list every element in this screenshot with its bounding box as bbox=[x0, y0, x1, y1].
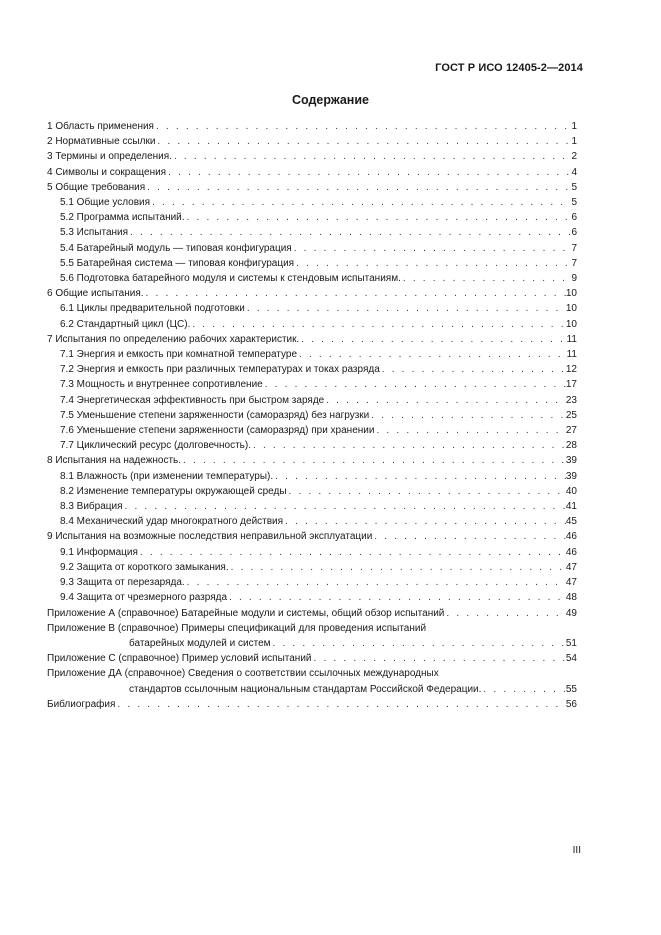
toc-entry-page: 9 bbox=[571, 273, 577, 285]
toc-entry-title: 5.3 Испытания bbox=[60, 227, 129, 239]
toc-entry-page: 47 bbox=[565, 561, 577, 573]
toc-entry-page: 25 bbox=[565, 409, 577, 421]
toc-entry-page: 48 bbox=[565, 592, 577, 604]
toc-entry[interactable] bbox=[47, 317, 577, 332]
toc-entry-page: 7 bbox=[571, 242, 577, 254]
toc-leader-dots bbox=[294, 256, 571, 271]
toc-leader-dots bbox=[229, 560, 566, 575]
toc-entry-title: 7.7 Циклический ресурс (долговечность). bbox=[60, 440, 251, 452]
toc-entry[interactable] bbox=[47, 590, 577, 605]
toc-entry-title: батарейных модулей и систем bbox=[129, 637, 271, 649]
toc-entry[interactable] bbox=[47, 560, 577, 575]
toc-leader-dots bbox=[245, 301, 566, 316]
toc-entry-page: 6 bbox=[571, 227, 577, 239]
toc-entry-title: 9.1 Информация bbox=[60, 546, 138, 558]
toc-entry[interactable] bbox=[47, 149, 577, 164]
toc-entry[interactable] bbox=[47, 484, 577, 499]
toc-entry-page: 46 bbox=[565, 546, 577, 558]
table-of-contents bbox=[47, 119, 577, 712]
toc-entry-page: 1 bbox=[571, 136, 577, 148]
toc-leader-dots bbox=[283, 514, 566, 529]
toc-entry-page: 5 bbox=[571, 181, 577, 193]
toc-entry-page: 4 bbox=[571, 166, 577, 178]
toc-entry[interactable] bbox=[47, 575, 577, 590]
toc-entry-page: 47 bbox=[565, 577, 577, 589]
toc-entry-title: 8.2 Изменение температуры окружающей среды bbox=[60, 485, 287, 497]
toc-entry[interactable] bbox=[47, 499, 577, 514]
toc-entry-title: Библиография bbox=[47, 698, 116, 710]
toc-entry-title: стандартов ссылочным национальным стандартам Российской Федерации. bbox=[129, 683, 482, 695]
toc-leader-dots bbox=[444, 606, 565, 621]
toc-leader-dots bbox=[374, 423, 565, 438]
toc-entry-title: 5.6 Подготовка батарейного модуля и системы к стендовым испытаниям. bbox=[60, 273, 401, 285]
toc-leader-dots bbox=[263, 377, 566, 392]
toc-leader-dots bbox=[166, 165, 571, 180]
toc-entry-appendix-b[interactable] bbox=[47, 621, 577, 636]
document-code: ГОСТ Р ИСО 12405-2—2014 bbox=[435, 62, 583, 74]
toc-leader-dots bbox=[227, 590, 566, 605]
toc-leader-dots bbox=[145, 180, 571, 195]
toc-leader-dots bbox=[150, 195, 571, 210]
toc-entry[interactable] bbox=[47, 241, 577, 256]
toc-entry-page: 49 bbox=[565, 607, 577, 619]
toc-leader-dots bbox=[181, 453, 566, 468]
toc-leader-dots bbox=[299, 332, 566, 347]
toc-leader-dots bbox=[273, 469, 566, 484]
toc-leader-dots bbox=[185, 210, 572, 225]
toc-entry-page: 28 bbox=[565, 440, 577, 452]
toc-leader-dots bbox=[123, 499, 566, 514]
toc-entry-appendix-c[interactable] bbox=[47, 651, 577, 666]
toc-entry-title: 5.1 Общие условия bbox=[60, 197, 151, 209]
toc-entry[interactable] bbox=[47, 606, 577, 621]
toc-entry[interactable] bbox=[47, 438, 577, 453]
toc-leader-dots bbox=[324, 393, 566, 408]
toc-entry-page: 46 bbox=[565, 531, 577, 543]
toc-title: Содержание bbox=[291, 93, 369, 107]
toc-entry[interactable] bbox=[47, 529, 577, 544]
toc-entry-title: Приложение В (справочное) Примеры спецификаций для проведения испытаний bbox=[47, 622, 427, 634]
toc-leader-dots bbox=[481, 682, 565, 697]
toc-entry-title: 4 Символы и сокращения bbox=[47, 166, 167, 178]
toc-leader-dots bbox=[271, 636, 566, 651]
toc-entry-title: 5 Общие требования bbox=[47, 181, 146, 193]
toc-entry-title: 7.5 Уменьшение степени заряженности (саморазряд) без нагрузки bbox=[60, 409, 370, 421]
toc-entry-appendix-b-cont[interactable] bbox=[47, 636, 577, 651]
toc-entry[interactable] bbox=[47, 408, 577, 423]
toc-entry-title: 2 Нормативные ссылки bbox=[47, 136, 156, 148]
toc-entry[interactable] bbox=[47, 256, 577, 271]
toc-entry-page: 40 bbox=[565, 485, 577, 497]
toc-entry-title: 6.1 Циклы предварительной подготовки bbox=[60, 303, 245, 315]
toc-entry[interactable] bbox=[47, 210, 577, 225]
toc-leader-dots bbox=[380, 362, 566, 377]
toc-entry-page: 54 bbox=[565, 653, 577, 665]
toc-entry[interactable] bbox=[47, 119, 577, 134]
toc-entry-title: 7.1 Энергия и емкость при комнатной температуре bbox=[60, 349, 298, 361]
toc-leader-dots bbox=[154, 119, 571, 134]
toc-leader-dots bbox=[138, 545, 566, 560]
toc-entry-title: 7 Испытания по определению рабочих характеристик. bbox=[47, 333, 300, 345]
toc-entry-title: 3 Термины и определения. bbox=[47, 151, 172, 163]
toc-entry-title: 9 Испытания на возможные последствия неправильной эксплуатации bbox=[47, 531, 373, 543]
toc-entry-title: 6.2 Стандартный цикл (ЦС). bbox=[60, 318, 191, 330]
toc-entry-page: 10 bbox=[565, 303, 577, 315]
toc-entry-title: 9.4 Защита от чрезмерного разряда bbox=[60, 592, 228, 604]
toc-entry-title: Приложение А (справочное) Батарейные модули и системы, общий обзор испытаний bbox=[47, 607, 445, 619]
toc-leader-dots bbox=[312, 651, 566, 666]
toc-entry-title: Приложение ДА (справочное) Сведения о соответствии ссылочных международных bbox=[47, 668, 439, 680]
toc-entry[interactable] bbox=[47, 332, 577, 347]
toc-entry-page: 10 bbox=[565, 288, 577, 300]
toc-leader-dots bbox=[190, 317, 566, 332]
toc-entry-page: 45 bbox=[565, 516, 577, 528]
toc-entry-page: 39 bbox=[565, 455, 577, 467]
toc-entry[interactable] bbox=[47, 165, 577, 180]
toc-entry-page: 12 bbox=[565, 364, 577, 376]
toc-leader-dots bbox=[292, 241, 572, 256]
toc-entry-title: 1 Область применения bbox=[47, 121, 154, 132]
toc-entry-page: 10 bbox=[565, 318, 577, 330]
toc-entry-appendix-da[interactable] bbox=[47, 666, 577, 681]
toc-entry[interactable] bbox=[47, 545, 577, 560]
toc-entry[interactable] bbox=[47, 225, 577, 240]
toc-leader-dots bbox=[251, 438, 566, 453]
toc-entry[interactable] bbox=[47, 453, 577, 468]
toc-entry-page: 39 bbox=[565, 470, 577, 482]
toc-entry[interactable] bbox=[47, 134, 577, 149]
toc-entry-title: 6 Общие испытания. bbox=[47, 288, 144, 300]
toc-entry-appendix-da-cont[interactable] bbox=[47, 682, 577, 697]
toc-entry-title: 7.6 Уменьшение степени заряженности (саморазряд) при хранении bbox=[60, 425, 375, 437]
toc-entry[interactable] bbox=[47, 393, 577, 408]
toc-entry[interactable] bbox=[47, 362, 577, 377]
toc-entry-page: 17 bbox=[565, 379, 577, 391]
toc-leader-dots bbox=[369, 408, 566, 423]
toc-leader-dots bbox=[297, 347, 567, 362]
toc-entry-title: 5.2 Программа испытаний. bbox=[60, 212, 185, 224]
toc-leader-dots bbox=[401, 271, 572, 286]
toc-entry-title: 7.3 Мощность и внутреннее сопротивление bbox=[60, 379, 263, 391]
toc-entry-title: 5.4 Батарейный модуль — типовая конфигурация bbox=[60, 242, 292, 254]
toc-entry[interactable] bbox=[47, 195, 577, 210]
toc-leader-dots bbox=[115, 697, 565, 712]
toc-entry-page: 11 bbox=[566, 333, 577, 345]
toc-entry-title: 9.2 Защита от короткого замыкания. bbox=[60, 561, 229, 573]
toc-entry-page: 5 bbox=[571, 197, 577, 209]
toc-entry[interactable] bbox=[47, 514, 577, 529]
toc-entry-page: 27 bbox=[565, 425, 577, 437]
toc-entry[interactable] bbox=[47, 301, 577, 316]
toc-entry-page: 11 bbox=[566, 349, 577, 361]
toc-entry-title: 8.1 Влажность (при изменении температуры). bbox=[60, 470, 274, 482]
toc-entry-title: 7.4 Энергетическая эффективность при быстром заряде bbox=[60, 394, 325, 406]
toc-leader-dots bbox=[185, 575, 566, 590]
toc-entry[interactable] bbox=[47, 180, 577, 195]
toc-entry-page: 1 bbox=[571, 121, 577, 132]
toc-entry-page: 7 bbox=[571, 257, 577, 269]
toc-entry-page: 55 bbox=[565, 683, 577, 695]
toc-leader-dots bbox=[372, 529, 566, 544]
toc-entry-title: 9.3 Защита от перезаряда. bbox=[60, 577, 185, 589]
toc-entry-page: 56 bbox=[565, 698, 577, 710]
toc-entry[interactable] bbox=[47, 271, 577, 286]
toc-entry[interactable] bbox=[47, 286, 577, 301]
toc-entry-page: 2 bbox=[571, 151, 577, 163]
toc-entry-title: 5.5 Батарейная система — типовая конфигурация bbox=[60, 257, 295, 269]
toc-leader-dots bbox=[172, 149, 571, 164]
toc-leader-dots bbox=[155, 134, 571, 149]
toc-leader-dots bbox=[144, 286, 566, 301]
toc-entry[interactable] bbox=[47, 347, 577, 362]
toc-entry[interactable] bbox=[47, 469, 577, 484]
toc-entry-page: 41 bbox=[565, 501, 577, 513]
toc-entry-title: 8.3 Вибрация bbox=[60, 501, 123, 513]
page-number: III bbox=[572, 845, 581, 856]
toc-entry-bibliography[interactable] bbox=[47, 697, 577, 712]
toc-leader-dots bbox=[287, 484, 566, 499]
toc-entry[interactable] bbox=[47, 423, 577, 438]
toc-entry-page: 23 bbox=[565, 394, 577, 406]
toc-entries bbox=[47, 119, 577, 621]
toc-entry-title: 8 Испытания на надежность. bbox=[47, 455, 182, 467]
toc-entry-title: Приложение С (справочное) Пример условий испытаний bbox=[47, 653, 312, 665]
toc-entry-title: 8.4 Механический удар многократного действия bbox=[60, 516, 284, 528]
toc-entry-title: 7.2 Энергия и емкость при различных температурах и токах разряда bbox=[60, 364, 380, 376]
toc-leader-dots bbox=[128, 225, 571, 240]
toc-entry-page: 51 bbox=[565, 637, 577, 649]
toc-entry[interactable] bbox=[47, 377, 577, 392]
toc-entry-page: 6 bbox=[571, 212, 577, 224]
